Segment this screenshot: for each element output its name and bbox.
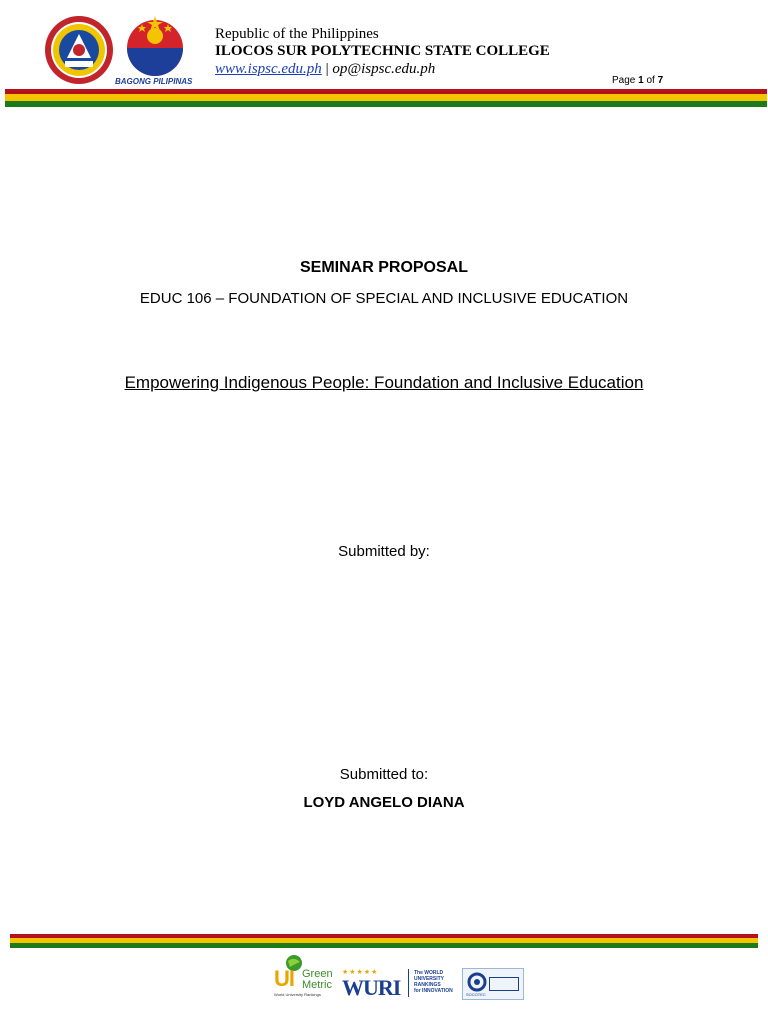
separator: | <box>325 61 329 77</box>
wuri-description <box>414 970 453 994</box>
letterhead-text <box>215 26 550 78</box>
wuri-desc-line: for INNOVATION <box>414 988 453 994</box>
email-address: op@ispsc.edu.ph <box>332 61 436 77</box>
ui-greenmetric-logo <box>272 952 338 1000</box>
submitted-to-name: LOYD ANGELO DIANA <box>303 794 465 811</box>
course-title: EDUC 106 – FOUNDATION OF SPECIAL AND INCLUSIVE EDUCATION <box>139 290 629 307</box>
uigm-ui-text: UI <box>274 966 294 991</box>
page-number <box>612 75 663 86</box>
page-of: of <box>646 75 655 86</box>
uigm-green-text: Green <box>302 968 333 980</box>
republic-line: Republic of the Philippines <box>215 26 379 42</box>
page-total: 7 <box>657 75 664 86</box>
wuri-desc-line: The WORLD <box>414 970 444 976</box>
socotec-text: SOCOTEC <box>466 992 486 997</box>
socotec-icon <box>467 972 487 992</box>
bagong-pilipinas-text: BAGONG PILIPINAS <box>115 77 193 86</box>
website-link[interactable]: www.ispsc.edu.ph <box>215 61 322 77</box>
footer-color-band <box>10 934 758 948</box>
wuri-desc-line: UNIVERSITY <box>414 976 445 982</box>
green-stripe <box>5 101 767 107</box>
college-seal-logo <box>40 14 118 86</box>
uigm-sub-text: World University Rankings <box>274 992 321 997</box>
college-name: ILOCOS SUR POLYTECHNIC STATE COLLEGE <box>215 43 550 59</box>
page-label: Page <box>612 75 636 86</box>
submitted-to-label: Submitted to: <box>339 766 429 783</box>
wuri-logo-text: WURI <box>342 975 401 1000</box>
footer-green-stripe <box>10 943 758 948</box>
wuri-stars-icon: ★★★★★ <box>342 969 379 976</box>
wuri-divider <box>408 969 409 997</box>
yellow-stripe <box>5 94 767 101</box>
contact-line <box>215 60 550 78</box>
submitted-by-label: Submitted by: <box>338 543 430 560</box>
header-color-band <box>5 89 767 108</box>
socotec-logo <box>462 968 524 1000</box>
document-title: SEMINAR PROPOSAL <box>299 259 468 276</box>
bagong-pilipinas-logo <box>112 14 198 90</box>
uigm-metric-text: Metric <box>302 979 332 991</box>
wuri-desc-line: RANKINGS <box>414 982 441 988</box>
accreditation-logos <box>272 952 524 1000</box>
socotec-badge <box>489 977 519 991</box>
seminar-topic: Empowering Indigenous People: Foundation and Inclusive Education <box>124 373 644 392</box>
page-current: 1 <box>638 75 644 86</box>
